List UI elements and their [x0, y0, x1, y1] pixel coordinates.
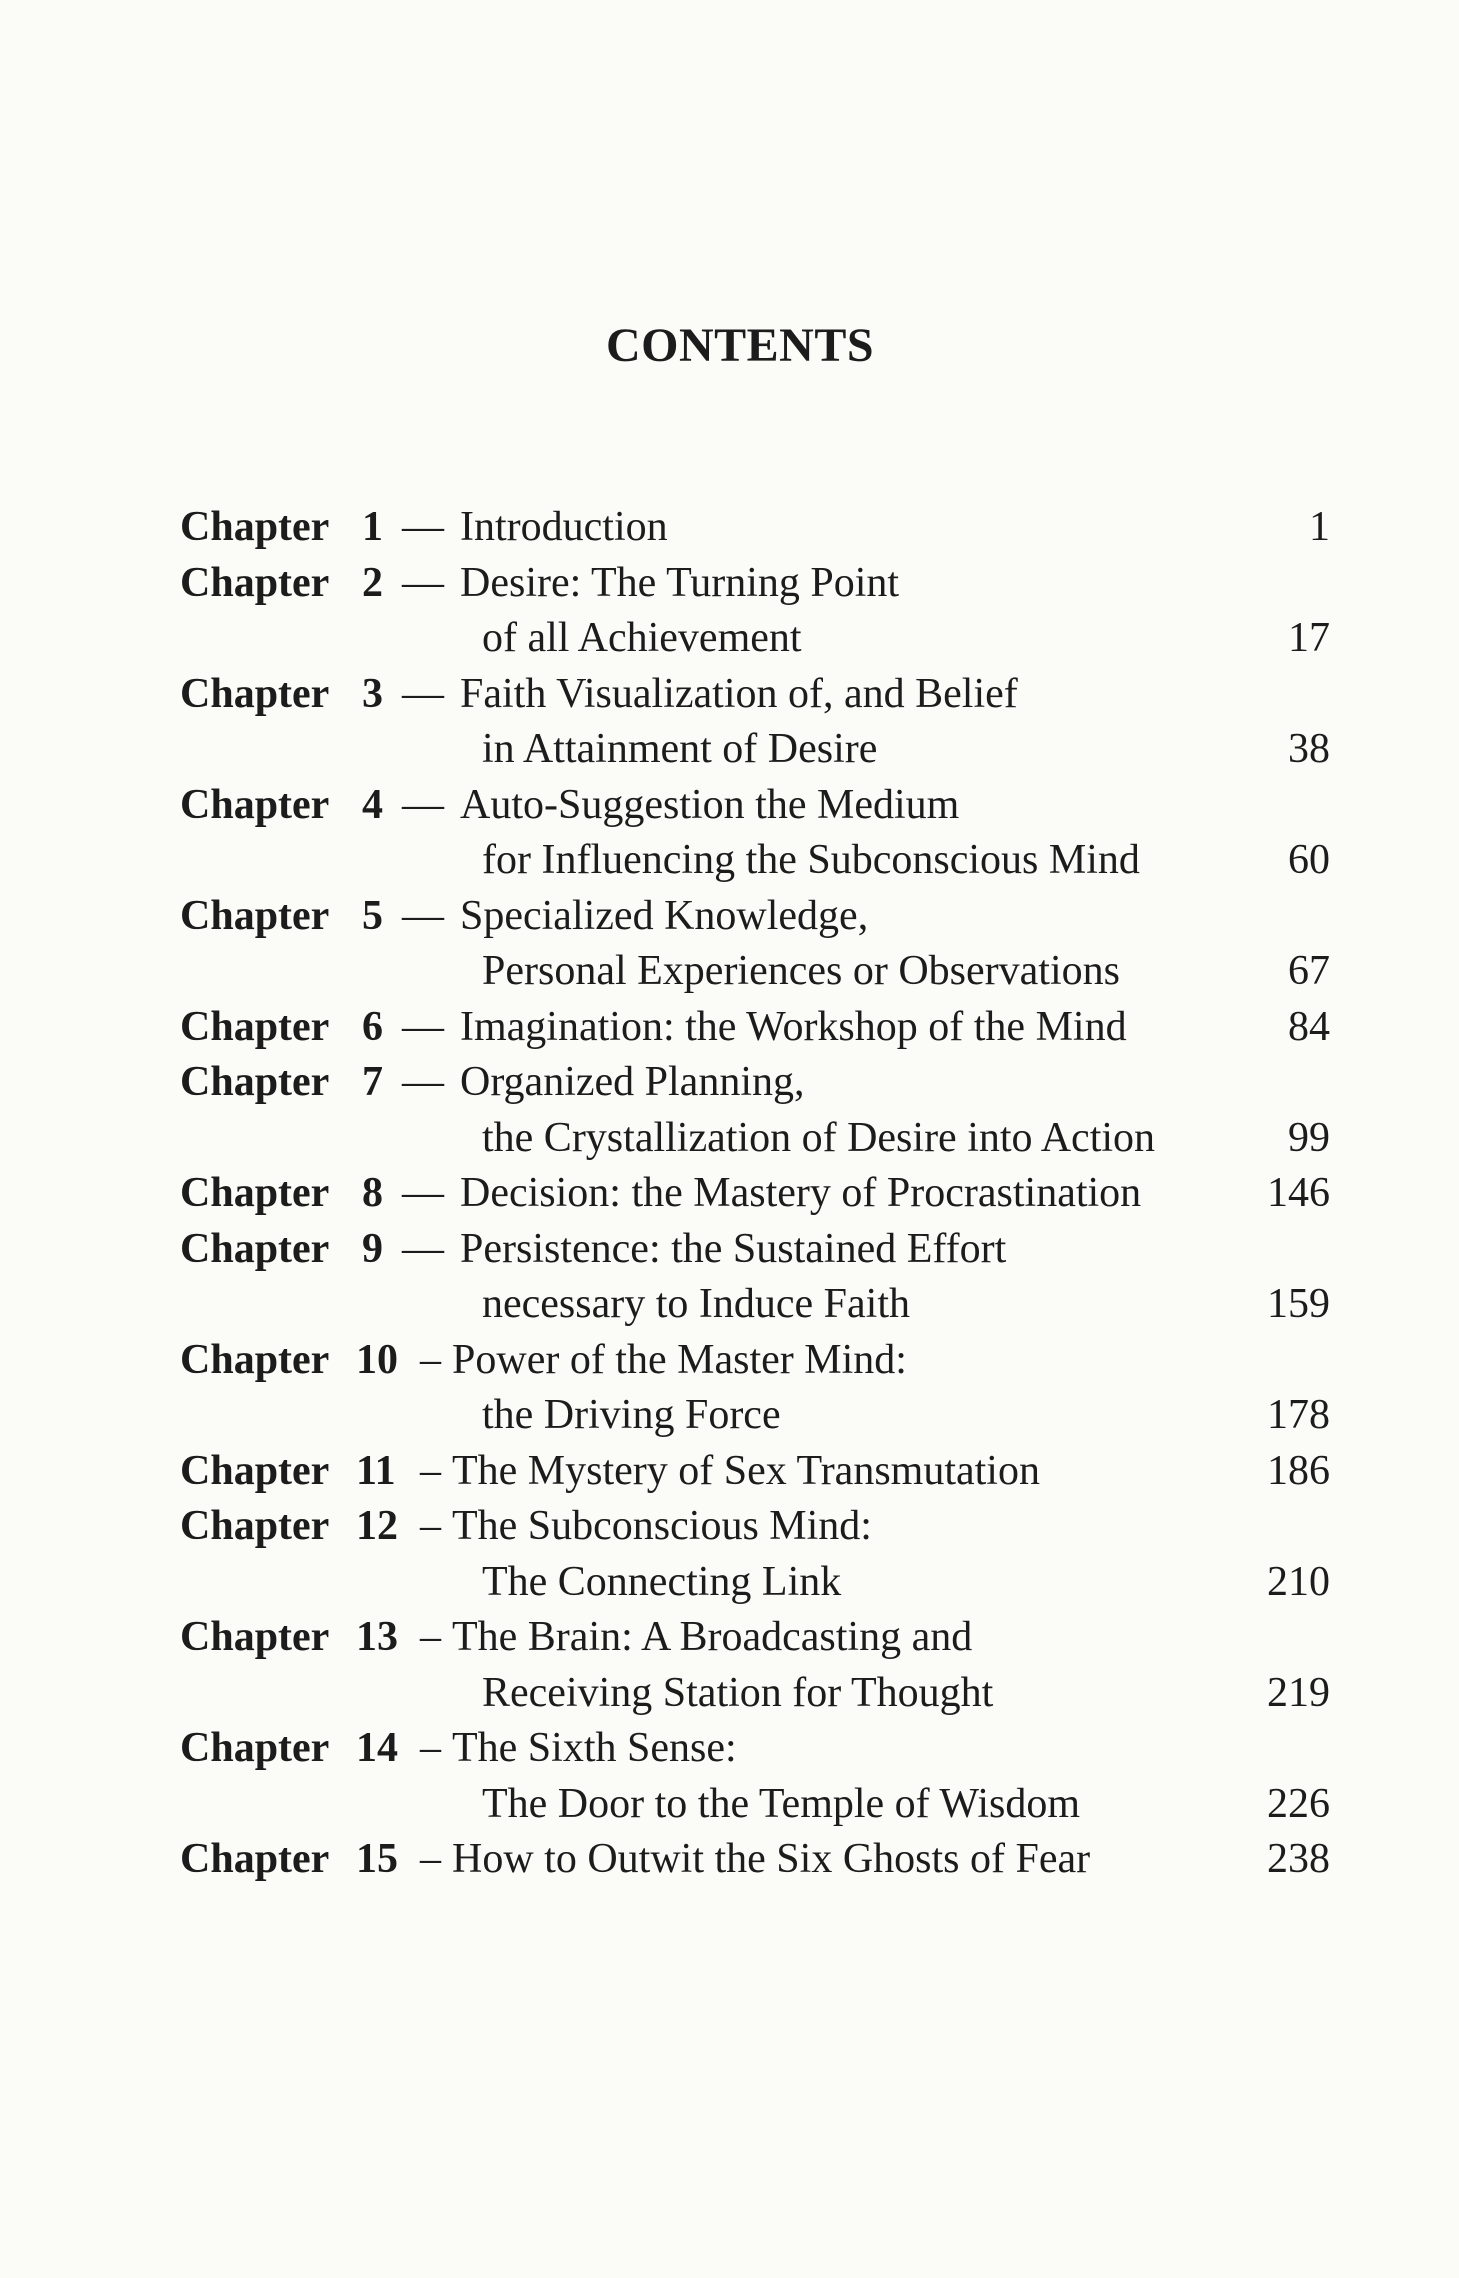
- page-number: 17: [1288, 615, 1330, 661]
- toc-entry-line: [180, 556, 1330, 612]
- chapter-title: Persistence: the Sustained Effort: [460, 1225, 1007, 1272]
- chapter-number: 10: [356, 1336, 398, 1383]
- contents-heading: CONTENTS: [605, 319, 875, 372]
- toc-entry-line: [180, 1166, 1330, 1222]
- chapter-title: Faith Visualization of, and Belief: [460, 670, 1018, 717]
- chapter-separator: —: [402, 1170, 444, 1216]
- toc-entry: [180, 1444, 1330, 1500]
- chapter-separator: –: [420, 1725, 441, 1771]
- chapter-label: Chapter: [180, 1725, 330, 1771]
- page-number: 178: [1267, 1392, 1330, 1438]
- toc-entry-continuation-line: [180, 1777, 1330, 1833]
- chapter-title-continuation: Personal Experiences or Observations: [482, 948, 1120, 994]
- toc-entry-continuation-line: [180, 1388, 1330, 1444]
- toc-entry-line: [180, 667, 1330, 723]
- toc-entry-line: [180, 1444, 1330, 1500]
- chapter-number: 13: [356, 1614, 398, 1660]
- page-number: 210: [1267, 1558, 1330, 1605]
- chapter-number: 1: [362, 504, 383, 550]
- chapter-title-continuation: The Connecting Link: [482, 1558, 842, 1605]
- chapter-number: 6: [362, 1003, 383, 1050]
- chapter-number: 11: [356, 1447, 396, 1494]
- chapter-title: The Sixth Sense:: [452, 1725, 737, 1771]
- toc-entry-continuation-line: [180, 611, 1330, 667]
- toc-entry: [180, 889, 1330, 1000]
- chapter-number: 2: [362, 559, 383, 606]
- chapter-title: Organized Planning,: [460, 1059, 805, 1105]
- chapter-label: Chapter: [180, 504, 330, 550]
- chapter-title-continuation: the Driving Force: [482, 1392, 781, 1438]
- toc-entry-continuation-line: [180, 1555, 1330, 1611]
- chapter-separator: —: [402, 892, 444, 939]
- chapter-number: 12: [356, 1503, 398, 1549]
- toc-entry: [180, 1222, 1330, 1333]
- chapter-number: 4: [362, 781, 383, 828]
- chapter-label: Chapter: [180, 1614, 330, 1660]
- page-number: 146: [1267, 1170, 1330, 1216]
- chapter-label: Chapter: [180, 892, 330, 939]
- toc-entry: [180, 1832, 1330, 1888]
- chapter-label: Chapter: [180, 670, 330, 717]
- chapter-separator: —: [402, 670, 444, 717]
- toc-entry: [180, 1000, 1330, 1056]
- toc-entry: [180, 1055, 1330, 1166]
- toc-entry: [180, 1333, 1330, 1444]
- chapter-separator: —: [402, 1225, 444, 1272]
- toc-entry-line: [180, 1000, 1330, 1056]
- chapter-separator: –: [420, 1503, 441, 1549]
- chapter-title: The Mystery of Sex Transmutation: [452, 1447, 1040, 1494]
- chapter-label: Chapter: [180, 559, 330, 606]
- toc-entry: [180, 1166, 1330, 1222]
- chapter-title-continuation: the Crystallization of Desire into Action: [482, 1114, 1156, 1161]
- chapter-title-continuation: Receiving Station for Thought: [482, 1669, 994, 1716]
- chapter-label: Chapter: [180, 1059, 330, 1105]
- chapter-title-continuation: necessary to Induce Faith: [482, 1281, 911, 1327]
- chapter-separator: —: [402, 559, 444, 606]
- toc-entry: [180, 556, 1330, 667]
- chapter-label: Chapter: [180, 1003, 330, 1050]
- chapter-title: Power of the Master Mind:: [452, 1336, 907, 1383]
- chapter-title-continuation: of all Achievement: [482, 615, 802, 661]
- toc-entry-continuation-line: [180, 944, 1330, 1000]
- chapter-separator: –: [420, 1614, 441, 1660]
- chapter-number: 3: [362, 670, 383, 717]
- toc-entry-line: [180, 1055, 1330, 1111]
- page-number: 226: [1267, 1780, 1330, 1827]
- chapter-label: Chapter: [180, 1503, 330, 1549]
- chapter-title-continuation: for Influencing the Subconscious Mind: [482, 837, 1140, 883]
- chapter-title: How to Outwit the Six Ghosts of Fear: [452, 1836, 1091, 1882]
- page-number: 159: [1267, 1281, 1330, 1327]
- chapter-separator: –: [420, 1836, 441, 1882]
- page-number: 1: [1309, 504, 1330, 550]
- toc-entry-line: [180, 1721, 1330, 1777]
- page-number: 60: [1288, 837, 1330, 883]
- page-number: 238: [1267, 1836, 1330, 1882]
- toc-entry-line: [180, 1222, 1330, 1278]
- chapter-title: Imagination: the Workshop of the Mind: [460, 1003, 1127, 1050]
- table-of-contents: [180, 500, 1330, 1888]
- chapter-separator: —: [402, 781, 444, 828]
- chapter-label: Chapter: [180, 1447, 330, 1494]
- page-number: 67: [1288, 948, 1330, 994]
- toc-entry-continuation-line: [180, 722, 1330, 778]
- toc-entry-line: [180, 889, 1330, 945]
- chapter-label: Chapter: [180, 1225, 330, 1272]
- chapter-title: Desire: The Turning Point: [460, 559, 900, 606]
- toc-entry-line: [180, 1610, 1330, 1666]
- chapter-title: The Brain: A Broadcasting and: [452, 1614, 973, 1660]
- chapter-title: Auto-Suggestion the Medium: [460, 781, 960, 828]
- toc-entry-continuation-line: [180, 1666, 1330, 1722]
- chapter-number: 8: [362, 1170, 383, 1216]
- chapter-separator: —: [402, 1003, 444, 1050]
- chapter-number: 9: [362, 1225, 383, 1272]
- chapter-title: Introduction: [460, 504, 668, 550]
- page-number: 219: [1267, 1669, 1330, 1716]
- toc-entry-continuation-line: [180, 833, 1330, 889]
- chapter-label: Chapter: [180, 1170, 330, 1216]
- chapter-title: Decision: the Mastery of Procrastination: [460, 1170, 1142, 1216]
- chapter-title: Specialized Knowledge,: [460, 892, 869, 939]
- toc-entry-line: [180, 500, 1330, 556]
- toc-entry-line: [180, 1499, 1330, 1555]
- chapter-separator: –: [420, 1447, 441, 1494]
- chapter-label: Chapter: [180, 1836, 330, 1882]
- toc-entry-line: [180, 1333, 1330, 1389]
- toc-entry: [180, 778, 1330, 889]
- chapter-number: 5: [362, 892, 383, 939]
- chapter-separator: —: [402, 1059, 444, 1105]
- chapter-label: Chapter: [180, 1336, 330, 1383]
- chapter-number: 7: [362, 1059, 383, 1105]
- chapter-label: Chapter: [180, 781, 330, 828]
- toc-entry-continuation-line: [180, 1111, 1330, 1167]
- toc-entry: [180, 1610, 1330, 1721]
- page-number: 99: [1288, 1114, 1330, 1161]
- toc-entry: [180, 667, 1330, 778]
- chapter-title-continuation: in Attainment of Desire: [482, 726, 878, 772]
- page-number: 38: [1288, 726, 1330, 772]
- toc-entry-line: [180, 1832, 1330, 1888]
- toc-entry-line: [180, 778, 1330, 834]
- toc-entry-continuation-line: [180, 1277, 1330, 1333]
- toc-entry: [180, 500, 1330, 556]
- chapter-separator: —: [402, 504, 444, 550]
- page-number: 186: [1267, 1447, 1330, 1494]
- chapter-number: 15: [356, 1836, 398, 1882]
- chapter-number: 14: [356, 1725, 398, 1771]
- chapter-separator: –: [420, 1336, 441, 1383]
- chapter-title: The Subconscious Mind:: [452, 1503, 872, 1549]
- chapter-title-continuation: The Door to the Temple of Wisdom: [482, 1780, 1081, 1827]
- toc-entry: [180, 1499, 1330, 1610]
- page-number: 84: [1288, 1003, 1330, 1050]
- toc-entry: [180, 1721, 1330, 1832]
